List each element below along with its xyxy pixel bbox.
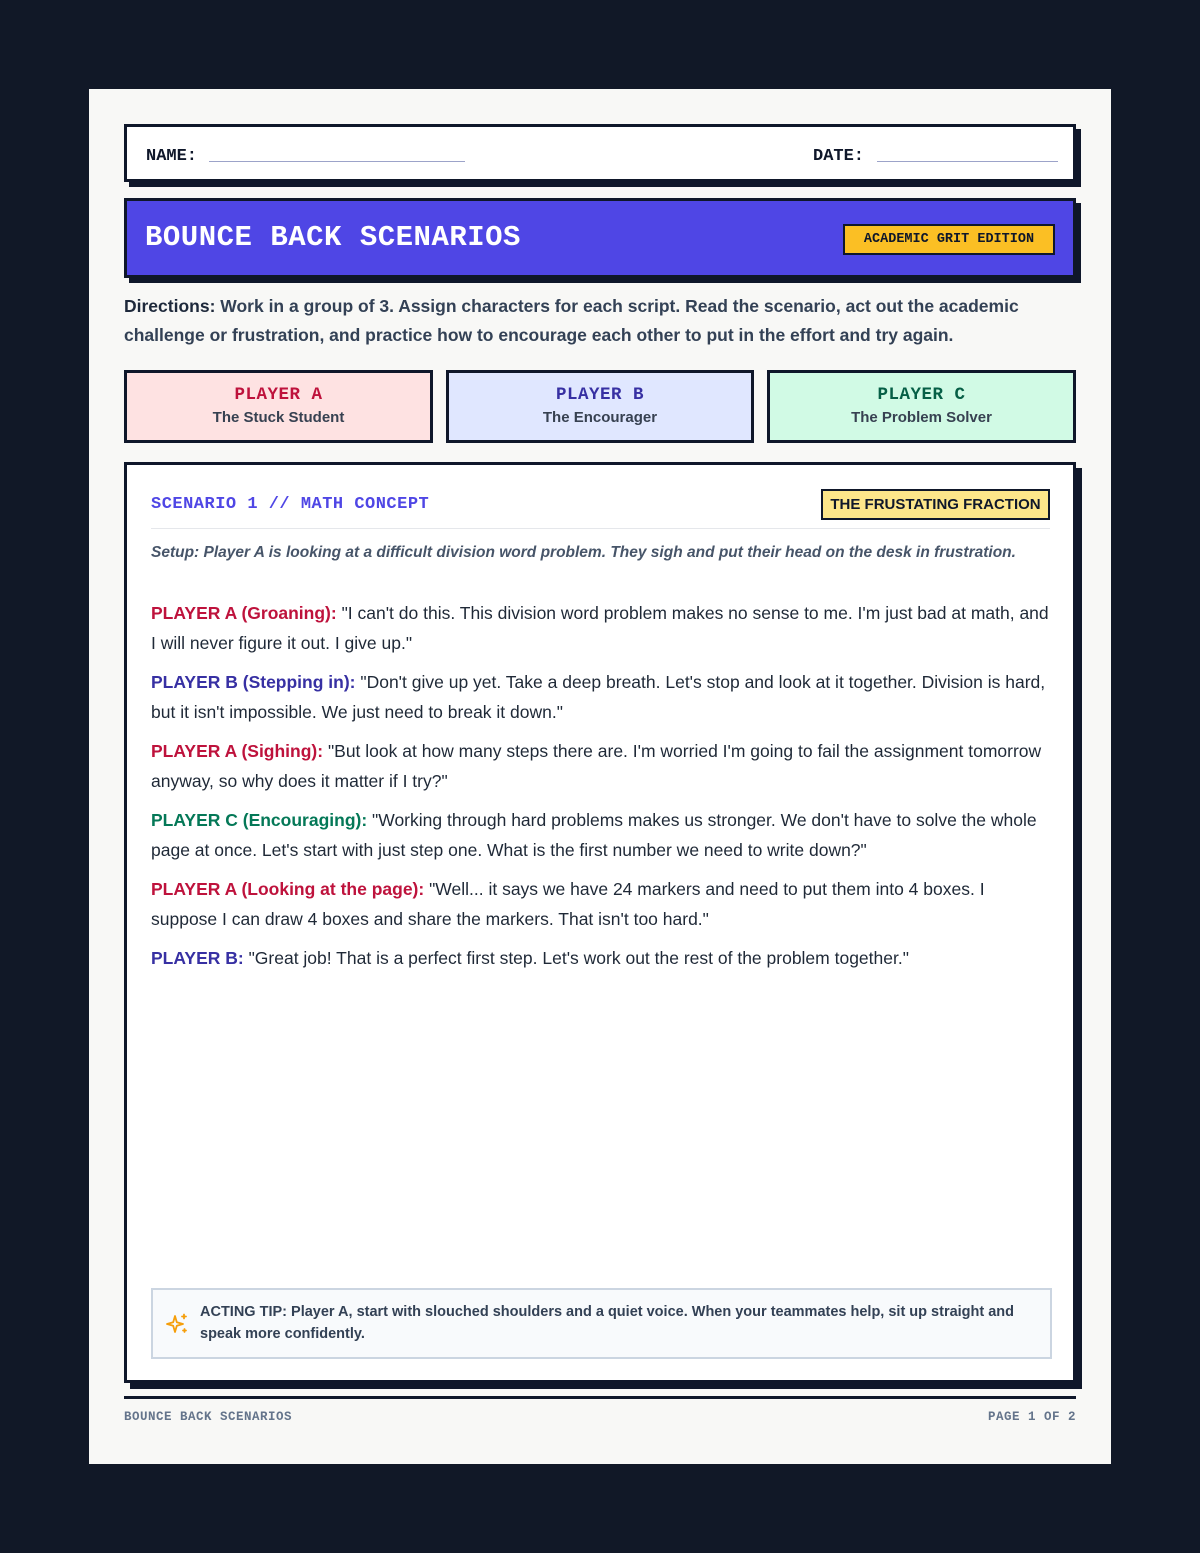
speaker-label: PLAYER A (Groaning):: [151, 603, 337, 623]
player-b-name: PLAYER B: [555, 385, 644, 405]
sparkle-icon: [165, 1312, 189, 1336]
page-number: PAGE 1 OF 2: [987, 1410, 1076, 1424]
dialogue-line: [151, 806, 1049, 865]
date-label: DATE:: [813, 147, 865, 166]
player-b-role: The Encourager: [542, 409, 658, 426]
line-text: "Working through hard problems makes us stronger. We don't have to solve the whole page at once. Let's start with just step one. What is the first number we need to write down?": [151, 810, 1037, 860]
player-c-name: PLAYER C: [877, 385, 966, 405]
worksheet-page: [89, 89, 1111, 1464]
dialogue-line: [151, 944, 1049, 974]
line-text: "Great job! That is a perfect first step. Let's work out the rest of the problem together.": [243, 948, 909, 968]
footer-title: BOUNCE BACK SCENARIOS: [124, 1410, 293, 1424]
page-title: BOUNCE BACK SCENARIOS: [145, 221, 521, 254]
acting-tip: [151, 1288, 1052, 1359]
name-label: NAME:: [146, 147, 198, 166]
scenario-heading: SCENARIO 1 // MATH CONCEPT: [151, 495, 430, 514]
player-a-name: PLAYER A: [234, 385, 323, 405]
speaker-label: PLAYER B:: [151, 948, 244, 968]
player-c-role: The Problem Solver: [851, 409, 992, 426]
player-a-role: The Stuck Student: [212, 409, 345, 426]
date-field[interactable]: [877, 161, 1058, 162]
line-text: "I can't do this. This division word problem makes no sense to me. I'm just bad at math, and I will never figure it out. I give up.": [151, 603, 1049, 653]
speaker-label: PLAYER C (Encouraging):: [151, 810, 368, 830]
line-text: "But look at how many steps there are. I'm worried I'm going to fail the assignment tomorrow anyway, so why does it matter if I try?": [151, 741, 1042, 791]
title-banner: [124, 198, 1076, 278]
directions: [124, 292, 1074, 350]
line-text: "Don't give up yet. Take a deep breath. Let's stop and look at it together. Division is hard, but it isn't impossible. We just need to break it down.": [151, 672, 1046, 722]
name-field[interactable]: [209, 161, 465, 162]
player-c-card: [767, 370, 1076, 443]
dialogue-line: [151, 668, 1049, 727]
speaker-label: PLAYER A (Sighing):: [151, 741, 324, 761]
dialogue-line: [151, 599, 1049, 658]
directions-label: Directions:: [124, 296, 216, 316]
player-b-card: [446, 370, 754, 443]
dialogue-line: [151, 875, 1049, 934]
speaker-label: PLAYER B (Stepping in):: [151, 672, 356, 692]
dialogue: [151, 599, 1049, 984]
acting-tip-text: ACTING TIP: Player A, start with slouched shoulders and a quiet voice. When your teammates help, sit up straight and speak more confidently.: [200, 1304, 1015, 1342]
directions-text: Work in a group of 3. Assign characters for each script. Read the scenario, act out the academic challenge or frustration, and practice how to encourage each other to put in the effort and try again.: [124, 296, 1019, 345]
divider: [151, 528, 1050, 529]
edition-badge: ACADEMIC GRIT EDITION: [843, 224, 1055, 255]
dialogue-line: [151, 737, 1049, 796]
speaker-label: PLAYER A (Looking at the page):: [151, 879, 425, 899]
line-text: "Well... it says we have 24 markers and need to put them into 4 boxes. I suppose I can draw 4 boxes and share the markers. That isn't too hard.": [151, 879, 985, 929]
footer-divider: [124, 1396, 1076, 1399]
scenario-panel: [124, 462, 1076, 1383]
name-date-box: [124, 124, 1076, 182]
scenario-setup: Setup: Player A is looking at a difficult division word problem. They sigh and put their head on the desk in frustration.: [151, 544, 1016, 561]
scenario-tag: THE FRUSTATING FRACTION: [821, 489, 1050, 520]
player-a-card: [124, 370, 433, 443]
